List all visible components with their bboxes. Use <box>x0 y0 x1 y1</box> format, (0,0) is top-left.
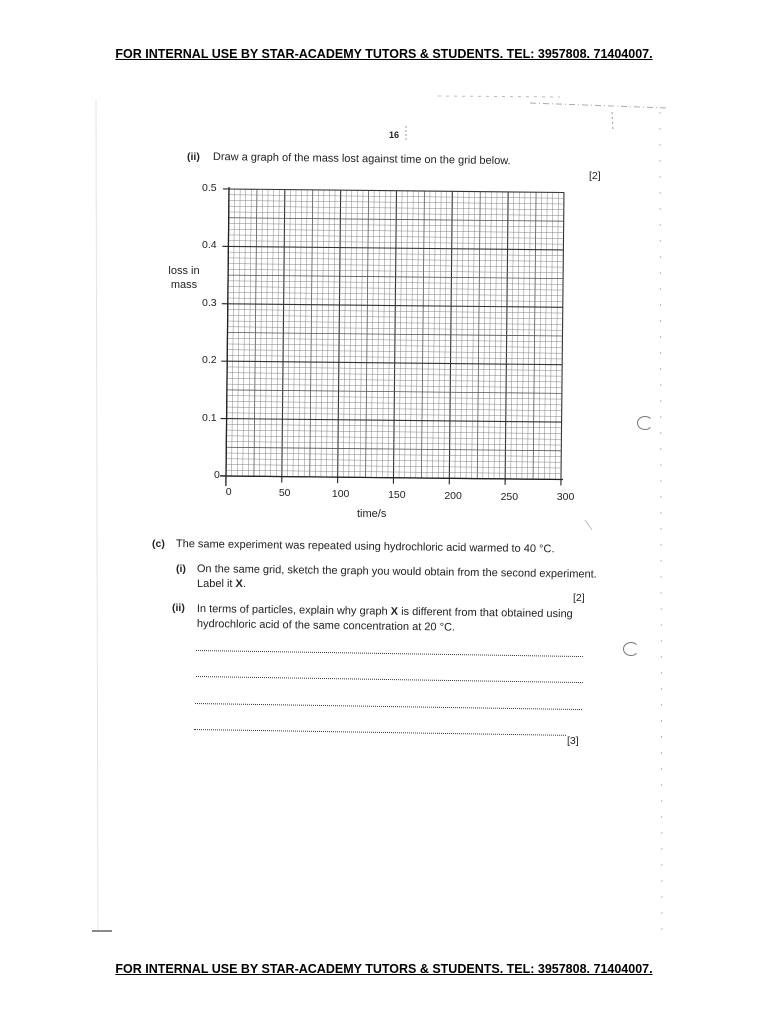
text-part: In terms of particles, explain why graph <box>196 603 391 618</box>
mark-allocation: [3] <box>567 735 579 747</box>
x-axis-label: time/s <box>357 508 387 520</box>
y-tick-label: 0.4 <box>202 239 217 252</box>
graph-label-x: X <box>390 605 399 618</box>
question-number-c-i: (i) <box>176 563 186 575</box>
question-text-c: The same experiment was repeated using hydrochloric acid warmed to 40 °C. <box>175 538 555 556</box>
question-text-c-i-line2 <box>197 578 246 590</box>
y-tick-label: 0.5 <box>202 182 217 194</box>
question-label-c: (c) <box>152 538 165 550</box>
mark-allocation: [2] <box>573 592 585 604</box>
x-tick-label: 100 <box>331 487 350 500</box>
footer-banner: FOR INTERNAL USE BY STAR-ACADEMY TUTORS & STUDENTS. TEL: 3957808. 71404007. <box>115 962 653 976</box>
x-axis <box>220 476 563 480</box>
y-axis <box>226 187 229 486</box>
graph-label-x: X <box>235 578 243 590</box>
label-prefix: Label it <box>197 578 236 590</box>
text-part: is different from that obtained using <box>397 605 573 621</box>
y-tick-label: 0.3 <box>202 296 217 309</box>
page-number: 16 <box>389 130 400 140</box>
header-banner: FOR INTERNAL USE BY STAR-ACADEMY TUTORS & STUDENTS. TEL: 3957808. 71404007. <box>115 47 653 61</box>
question-number-c-ii: (ii) <box>172 602 185 614</box>
question-text-b-ii: Draw a graph of the mass lost against time on the grid below. <box>212 151 511 168</box>
mark-allocation: [2] <box>589 170 601 182</box>
question-text-c-i-line1: On the same grid, sketch the graph you would obtain from the second experiment. <box>196 563 597 581</box>
x-tick-label: 300 <box>556 491 575 504</box>
y-tick-label: 0.2 <box>202 354 217 367</box>
x-tick-label: 0 <box>225 486 232 498</box>
x-tick-label: 50 <box>278 486 291 499</box>
x-tick-label: 250 <box>500 490 519 503</box>
question-number-b-ii: (ii) <box>187 151 200 163</box>
y-tick-label: 0.1 <box>202 411 217 424</box>
x-tick-label: 200 <box>444 489 462 502</box>
x-tick-label: 150 <box>388 488 406 501</box>
y-tick-label: 0 <box>214 469 220 481</box>
y-axis-label: loss in mass <box>168 265 200 291</box>
label-suffix: . <box>242 578 246 590</box>
question-text-c-ii-line2: hydrochloric acid of the same concentration at 20 °C. <box>196 618 456 634</box>
